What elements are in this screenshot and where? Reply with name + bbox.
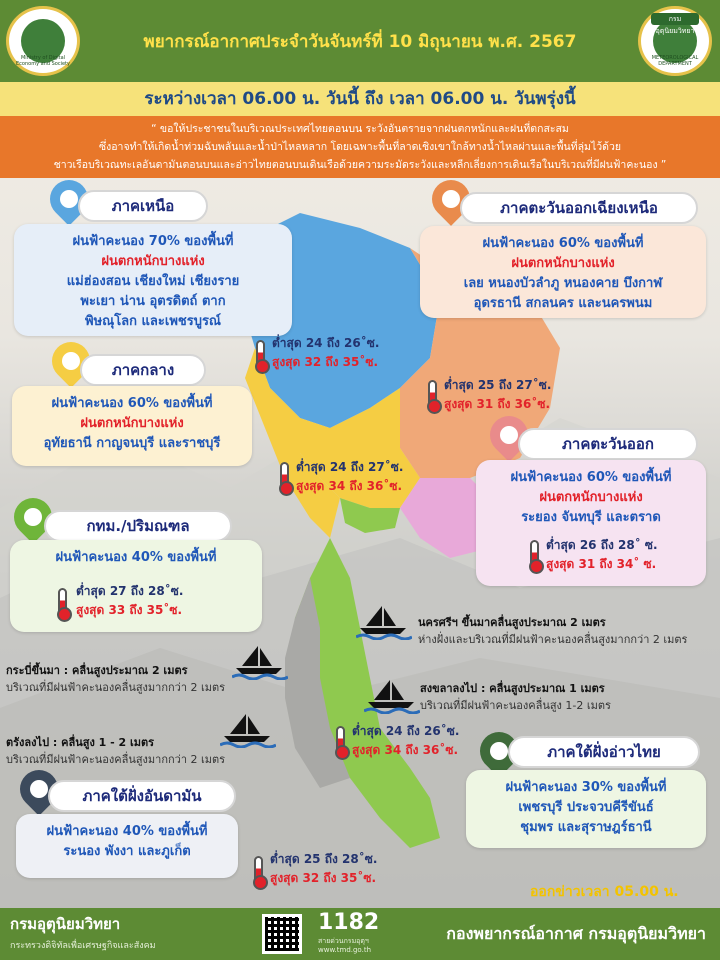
- thermometer-icon: [254, 856, 263, 886]
- hotline-label: สายด่วนกรมอุตุฯ: [318, 937, 369, 945]
- ministry-logo: [6, 6, 80, 76]
- thermometer-icon: [256, 340, 265, 370]
- northeast-temp-low: ต่ำสุด 25 ถึง 27˚ซ.: [444, 378, 552, 392]
- tmd-logo-caption: METEOROLOGICAL DEPARTMENT: [651, 55, 699, 67]
- northeast-rain-coverage: ฝนฟ้าคะนอง 60% ของพื้นที่: [482, 236, 644, 251]
- south-east-provinces-2: ชุมพร และสุราษฎร์ธานี: [520, 820, 652, 835]
- central-temp-high: สูงสุด 34 ถึง 36˚ซ.: [296, 479, 403, 493]
- wave-andaman-lower: [6, 734, 225, 768]
- page-title: พยากรณ์อากาศประจำวันจันทร์ที่ 10 มิถุนายน พ.ศ. 2567: [143, 32, 577, 52]
- east-region-title: ภาคตะวันออก: [518, 428, 698, 460]
- wave-gulf-upper-detail: ห่างฝั่งและบริเวณที่มีฝนฟ้าคะนองคลื่นสูงมากกว่า 2 เมตร: [418, 633, 688, 646]
- warning-notice: [0, 116, 720, 178]
- forecast-period: ระหว่างเวลา 06.00 น. วันนี้ ถึง เวลา 06.00 น. วันพรุ่งนี้: [0, 82, 720, 116]
- northeast-provinces-1: เลย หนองบัวลำภู หนองคาย บึงกาฬ: [463, 276, 663, 291]
- footer-ministry: กระทรวงดิจิทัลเพื่อเศรษฐกิจและสังคม: [10, 941, 156, 951]
- tmd-logo: [638, 6, 712, 76]
- south-east-temperature: [352, 722, 459, 760]
- hotline-info: [318, 937, 371, 955]
- bangkok-rain-coverage: ฝนฟ้าคะนอง 40% ของพื้นที่: [55, 550, 217, 565]
- ministry-logo-caption: Ministry of Digital Economy and Society: [16, 55, 70, 67]
- northeast-region-title: ภาคตะวันออกเฉียงเหนือ: [460, 192, 698, 224]
- northeast-temperature: [444, 376, 551, 414]
- south-east-temp-high: สูงสุด 34 ถึง 36˚ซ.: [352, 743, 459, 757]
- bangkok-region-title: กทม./ปริมณฑล: [44, 510, 232, 542]
- south-west-temperature: [270, 850, 377, 888]
- issued-time: ออกข่าวเวลา 05.00 น.: [530, 884, 679, 900]
- south-east-provinces-1: เพชรบุรี ประจวบคีรีขันธ์: [518, 800, 654, 815]
- website-link[interactable]: www.tmd.go.th: [318, 946, 371, 954]
- northeast-heavy-rain: ฝนตกหนักบางแห่ง: [511, 256, 615, 271]
- north-heavy-rain: ฝนตกหนักบางแห่ง: [101, 254, 205, 269]
- north-rain-coverage: ฝนฟ้าคะนอง 70% ของพื้นที่: [72, 234, 234, 249]
- qr-code-icon[interactable]: [262, 914, 302, 954]
- wave-gulf-lower-detail: บริเวณที่มีฝนฟ้าคะนองคลื่นสูง 1-2 เมตร: [420, 699, 611, 712]
- footer-division: กองพยากรณ์อากาศ กรมอุตุนิยมวิทยา: [446, 924, 706, 943]
- south-west-provinces: ระนอง พังงา และภูเก็ต: [63, 844, 191, 859]
- tmd-logo-ribbon: กรมอุตุนิยมวิทยา: [651, 13, 699, 25]
- hotline-number: 1182: [318, 910, 380, 935]
- wave-gulf-upper: [418, 614, 687, 648]
- south-east-forecast-box: [466, 770, 706, 848]
- north-temperature: [272, 334, 379, 372]
- forecast-map: [0, 178, 720, 908]
- central-provinces: อุทัยธานี กาญจนบุรี และราชบุรี: [43, 436, 221, 451]
- north-provinces-1: แม่ฮ่องสอน เชียงใหม่ เชียงราย: [66, 274, 240, 289]
- boat-icon: [364, 678, 420, 714]
- north-forecast-box: [14, 224, 292, 336]
- wave-gulf-lower: [420, 680, 611, 714]
- bangkok-temp-low: ต่ำสุด 27 ถึง 28˚ซ.: [76, 584, 184, 598]
- east-temp-high: สูงสุด 31 ถึง 34˚ ซ.: [546, 557, 657, 571]
- wave-gulf-upper-title: นครศรีฯ ขึ้นมาคลื่นสูงประมาณ 2 เมตร: [418, 616, 606, 629]
- thermometer-icon: [58, 588, 67, 618]
- bangkok-temperature: [76, 582, 183, 620]
- footer-bar: [0, 908, 720, 960]
- central-heavy-rain: ฝนตกหนักบางแห่ง: [80, 416, 184, 431]
- north-provinces-2: พะเยา น่าน อุตรดิตถ์ ตาก: [80, 294, 226, 309]
- wave-andaman-lower-detail: บริเวณที่มีฝนฟ้าคะนองคลื่นสูงมากกว่า 2 เมตร: [6, 753, 226, 766]
- notice-line: ชาวเรือบริเวณทะเลอันดามันตอนบนและอ่าวไทยตอนบนเดินเรือด้วยความระมัดระวังและหลีกเลี่ยงการเดินเรือในบริเวณที่มีฝนฟ้าคะนอง ”: [53, 159, 667, 171]
- east-provinces: ระยอง จันทบุรี และตราด: [521, 510, 661, 525]
- thermometer-icon: [530, 540, 539, 570]
- boat-icon: [220, 712, 276, 748]
- header-bar: [0, 0, 720, 82]
- central-temp-low: ต่ำสุด 24 ถึง 27˚ซ.: [296, 460, 404, 474]
- south-east-region-title: ภาคใต้ฝั่งอ่าวไทย: [508, 736, 700, 768]
- wave-andaman-upper-title: กระบี่ขึ้นมา : คลื่นสูงประมาณ 2 เมตร: [6, 664, 188, 677]
- northeast-temp-high: สูงสุด 31 ถึง 36˚ซ.: [444, 397, 551, 411]
- boat-icon: [356, 604, 412, 640]
- south-west-region-title: ภาคใต้ฝั่งอันดามัน: [48, 780, 236, 812]
- wave-andaman-upper-detail: บริเวณที่มีฝนฟ้าคะนองคลื่นสูงมากกว่า 2 เมตร: [6, 681, 226, 694]
- notice-line: ซึ่งอาจทำให้เกิดน้ำท่วมฉับพลันและน้ำป่าไหลหลาก โดยเฉพาะพื้นที่ลาดเชิงเขาใกล้ทางน้ำไหลผ่านและพื้นที่ลุ่มไว้ด้วย: [98, 141, 621, 153]
- east-temperature: [546, 536, 658, 574]
- thermometer-icon: [336, 726, 345, 756]
- wave-gulf-lower-title: สงขลาลงไป : คลื่นสูงประมาณ 1 เมตร: [420, 682, 605, 695]
- central-region-title: ภาคกลาง: [80, 354, 206, 386]
- bangkok-temp-high: สูงสุด 33 ถึง 35˚ซ.: [76, 603, 183, 617]
- central-forecast-box: [12, 386, 252, 466]
- south-east-temp-low: ต่ำสุด 24 ถึง 26˚ซ.: [352, 724, 460, 738]
- central-rain-coverage: ฝนฟ้าคะนอง 60% ของพื้นที่: [51, 396, 213, 411]
- thermometer-icon: [280, 462, 289, 492]
- central-temperature: [296, 458, 403, 496]
- south-east-rain-coverage: ฝนฟ้าคะนอง 30% ของพื้นที่: [505, 780, 667, 795]
- north-temp-high: สูงสุด 32 ถึง 35˚ซ.: [272, 355, 379, 369]
- northeast-provinces-2: อุดรธานี สกลนคร และนครพนม: [473, 296, 653, 311]
- east-heavy-rain: ฝนตกหนักบางแห่ง: [539, 490, 643, 505]
- footer-department: กรมอุตุนิยมวิทยา: [10, 915, 121, 933]
- north-provinces-3: พิษณุโลก และเพชรบูรณ์: [85, 314, 221, 329]
- south-west-rain-coverage: ฝนฟ้าคะนอง 40% ของพื้นที่: [46, 824, 208, 839]
- wave-andaman-lower-title: ตรังลงไป : คลื่นสูง 1 - 2 เมตร: [6, 736, 155, 749]
- northeast-forecast-box: [420, 226, 706, 318]
- boat-icon: [232, 644, 288, 680]
- north-region-title: ภาคเหนือ: [78, 190, 208, 222]
- south-west-temp-low: ต่ำสุด 25 ถึง 28˚ซ.: [270, 852, 378, 866]
- east-temp-low: ต่ำสุด 26 ถึง 28˚ ซ.: [546, 538, 658, 552]
- notice-line: “ ขอให้ประชาชนในบริเวณประเทศไทยตอนบน ระวังอันตรายจากฝนตกหนักและฝนที่ตกสะสม: [151, 123, 569, 135]
- south-west-forecast-box: [16, 814, 238, 878]
- south-west-temp-high: สูงสุด 32 ถึง 35˚ซ.: [270, 871, 377, 885]
- east-rain-coverage: ฝนฟ้าคะนอง 60% ของพื้นที่: [510, 470, 672, 485]
- north-temp-low: ต่ำสุด 24 ถึง 26˚ซ.: [272, 336, 380, 350]
- thermometer-icon: [428, 380, 437, 410]
- wave-andaman-upper: [6, 662, 225, 696]
